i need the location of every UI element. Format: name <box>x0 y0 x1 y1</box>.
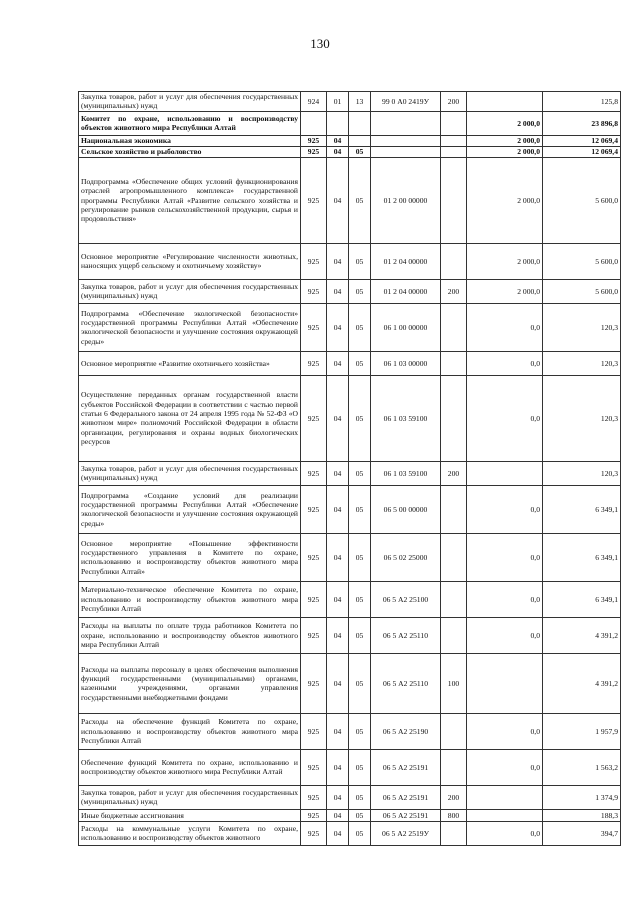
table-cell-sum-2: 120,3 <box>543 351 621 375</box>
table-row <box>79 581 621 617</box>
table-cell-rz: 04 <box>327 351 349 375</box>
table-cell-rz: 04 <box>327 375 349 461</box>
table-cell-ved: 925 <box>301 243 327 279</box>
table-row <box>79 135 621 146</box>
table-cell-pr <box>349 135 371 146</box>
table-cell-vr <box>441 146 467 157</box>
table-cell-vr: 800 <box>441 809 467 821</box>
table-cell-ved <box>301 111 327 135</box>
table-cell-csr: 06 5 А2 25190 <box>371 713 441 749</box>
table-row <box>79 351 621 375</box>
table-cell-ved: 925 <box>301 581 327 617</box>
table-cell-sum-2: 394,7 <box>543 821 621 845</box>
table-row <box>79 243 621 279</box>
table-cell-sum-2: 120,3 <box>543 461 621 485</box>
table-cell-vr <box>441 243 467 279</box>
table-cell-name: Осуществление переданных органам государственной власти субъектов Российской Федерации в соответствии с частью первой статьи 6 Федерального закона от 24 апреля 1995 года № 52-ФЗ «О животном мире» полномочий Российской Федерации в области организации, регулирования и охраны водных биологических ресурсов <box>79 375 301 461</box>
table-cell-pr: 05 <box>349 485 371 533</box>
table-row <box>79 461 621 485</box>
table-cell-csr: 06 5 А2 25110 <box>371 617 441 653</box>
table-cell-csr: 01 2 00 00000 <box>371 157 441 243</box>
table-cell-sum-1 <box>467 809 543 821</box>
table-cell-name: Расходы на выплаты персоналу в целях обеспечения выполнения функций государственными (муниципальными) органами, казенными учреждениями, органами управления государственными внебюджетными фондами <box>79 653 301 713</box>
table-cell-name: Расходы на обеспечение функций Комитета по охране, использованию и воспроизводству объектов животного мира Республики Алтай <box>79 713 301 749</box>
table-cell-csr: 06 1 03 00000 <box>371 351 441 375</box>
table-cell-csr: 06 1 03 59100 <box>371 375 441 461</box>
table-cell-vr <box>441 581 467 617</box>
table-cell-rz: 04 <box>327 821 349 845</box>
table-cell-rz: 04 <box>327 785 349 809</box>
table-cell-sum-2: 12 069,4 <box>543 135 621 146</box>
table-cell-csr: 06 5 А2 25191 <box>371 749 441 785</box>
table-cell-pr: 05 <box>349 533 371 581</box>
table-cell-ved: 925 <box>301 617 327 653</box>
table-cell-rz: 04 <box>327 157 349 243</box>
table-cell-csr: 01 2 04 00000 <box>371 279 441 303</box>
table-cell-csr: 06 5 00 00000 <box>371 485 441 533</box>
table-cell-rz: 04 <box>327 713 349 749</box>
table-cell-sum-2: 6 349,1 <box>543 533 621 581</box>
table-cell-vr <box>441 821 467 845</box>
table-cell-vr <box>441 617 467 653</box>
table-cell-sum-1: 0,0 <box>467 749 543 785</box>
table-row <box>79 279 621 303</box>
table-cell-pr: 05 <box>349 821 371 845</box>
table-cell-csr: 06 5 А2 25191 <box>371 785 441 809</box>
table-row <box>79 303 621 351</box>
table-cell-sum-1: 0,0 <box>467 713 543 749</box>
table-cell-vr: 200 <box>441 461 467 485</box>
table-row <box>79 146 621 157</box>
table-cell-sum-2: 188,3 <box>543 809 621 821</box>
table-cell-ved: 925 <box>301 713 327 749</box>
table-cell-pr: 05 <box>349 375 371 461</box>
table-cell-pr: 05 <box>349 809 371 821</box>
table-cell-pr: 05 <box>349 351 371 375</box>
table-cell-vr <box>441 111 467 135</box>
table-cell-rz: 04 <box>327 146 349 157</box>
table-cell-name: Подпрограмма «Обеспечение экологической безопасности» государственной программы Республики Алтай «Обеспечение экологической безопасности и улучшение состояния окружающей среды» <box>79 303 301 351</box>
table-cell-vr <box>441 135 467 146</box>
table-cell-name: Обеспечение функций Комитета по охране, использованию и воспроизводству объектов животного мира Республики Алтай <box>79 749 301 785</box>
table-cell-pr: 13 <box>349 92 371 112</box>
table-cell-rz: 04 <box>327 749 349 785</box>
table-cell-sum-2: 4 391,2 <box>543 653 621 713</box>
table-cell-vr <box>441 375 467 461</box>
table-cell-sum-2: 120,3 <box>543 303 621 351</box>
table-cell-sum-1: 0,0 <box>467 351 543 375</box>
table-cell-csr: 06 5 А2 25191 <box>371 809 441 821</box>
table-cell-pr: 05 <box>349 157 371 243</box>
table-cell-csr <box>371 135 441 146</box>
table-cell-name: Подпрограмма «Обеспечение общих условий функционирования отраслей агропромышленного комплекса» государственной программы Республики Алтай «Развитие сельского хозяйства и регулирование рынков сельскохозяйственной продукции, сырья и продовольствия» <box>79 157 301 243</box>
table-cell-sum-1 <box>467 785 543 809</box>
table-cell-ved: 925 <box>301 485 327 533</box>
table-row <box>79 617 621 653</box>
table-cell-sum-1: 0,0 <box>467 303 543 351</box>
budget-table <box>78 91 621 846</box>
table-cell-ved: 925 <box>301 809 327 821</box>
table-cell-name: Подпрограмма «Создание условий для реализации государственной программы Республики Алтай «Обеспечение экологической безопасности и улучшение состояния окружающей среды» <box>79 485 301 533</box>
table-cell-rz: 04 <box>327 617 349 653</box>
table-cell-ved: 925 <box>301 375 327 461</box>
table-cell-sum-1 <box>467 92 543 112</box>
table-cell-name: Закупка товаров, работ и услуг для обеспечения государственных (муниципальных) нужд <box>79 279 301 303</box>
table-cell-sum-2: 4 391,2 <box>543 617 621 653</box>
table-cell-vr <box>441 157 467 243</box>
table-cell-pr: 05 <box>349 653 371 713</box>
table-row <box>79 111 621 135</box>
table-cell-csr <box>371 146 441 157</box>
table-cell-vr <box>441 713 467 749</box>
table-cell-vr <box>441 485 467 533</box>
table-cell-pr: 05 <box>349 713 371 749</box>
table-cell-rz: 01 <box>327 92 349 112</box>
table-cell-csr: 01 2 04 00000 <box>371 243 441 279</box>
table-cell-rz: 04 <box>327 533 349 581</box>
table-cell-rz: 04 <box>327 279 349 303</box>
table-cell-sum-1: 0,0 <box>467 485 543 533</box>
table-row <box>79 485 621 533</box>
table-cell-sum-1 <box>467 653 543 713</box>
table-cell-sum-2: 1 957,9 <box>543 713 621 749</box>
table-cell-name: Национальная экономика <box>79 135 301 146</box>
table-cell-name: Закупка товаров, работ и услуг для обеспечения государственных (муниципальных) нужд <box>79 461 301 485</box>
table-row <box>79 92 621 112</box>
table-cell-ved: 924 <box>301 92 327 112</box>
table-cell-sum-1: 0,0 <box>467 617 543 653</box>
table-cell-rz: 04 <box>327 243 349 279</box>
table-cell-csr: 06 1 00 00000 <box>371 303 441 351</box>
table-cell-name: Сельское хозяйство и рыболовство <box>79 146 301 157</box>
table-cell-rz: 04 <box>327 581 349 617</box>
table-cell-sum-1: 2 000,0 <box>467 243 543 279</box>
table-row <box>79 157 621 243</box>
table-cell-vr: 200 <box>441 92 467 112</box>
table-cell-rz: 04 <box>327 135 349 146</box>
table-cell-rz <box>327 111 349 135</box>
table-cell-vr: 100 <box>441 653 467 713</box>
table-cell-pr: 05 <box>349 243 371 279</box>
table-cell-sum-1: 2 000,0 <box>467 135 543 146</box>
table-cell-vr: 200 <box>441 279 467 303</box>
table-row <box>79 533 621 581</box>
table-cell-sum-1: 2 000,0 <box>467 279 543 303</box>
table-row <box>79 653 621 713</box>
table-cell-rz: 04 <box>327 809 349 821</box>
table-cell-ved: 925 <box>301 821 327 845</box>
table-cell-csr: 06 1 03 59100 <box>371 461 441 485</box>
table-cell-sum-2: 6 349,1 <box>543 485 621 533</box>
table-cell-vr <box>441 303 467 351</box>
table-cell-rz: 04 <box>327 303 349 351</box>
table-cell-sum-1: 0,0 <box>467 375 543 461</box>
table-cell-sum-2: 120,3 <box>543 375 621 461</box>
table-cell-ved: 925 <box>301 461 327 485</box>
table-cell-rz: 04 <box>327 485 349 533</box>
table-cell-rz: 04 <box>327 653 349 713</box>
table-cell-sum-2: 12 069,4 <box>543 146 621 157</box>
table-cell-sum-2: 5 600,0 <box>543 279 621 303</box>
table-cell-ved: 925 <box>301 146 327 157</box>
table-cell-vr: 200 <box>441 785 467 809</box>
table-cell-sum-2: 125,8 <box>543 92 621 112</box>
table-cell-sum-2: 6 349,1 <box>543 581 621 617</box>
table-cell-sum-1: 0,0 <box>467 533 543 581</box>
table-cell-sum-1: 2 000,0 <box>467 111 543 135</box>
table-cell-pr: 05 <box>349 303 371 351</box>
table-cell-ved: 925 <box>301 533 327 581</box>
table-cell-vr <box>441 749 467 785</box>
table-cell-ved: 925 <box>301 279 327 303</box>
table-cell-sum-2: 1 563,2 <box>543 749 621 785</box>
table-cell-pr: 05 <box>349 146 371 157</box>
table-row <box>79 809 621 821</box>
table-cell-name: Расходы на коммунальные услуги Комитета по охране, использованию и воспроизводству объектов животного <box>79 821 301 845</box>
table-cell-ved: 925 <box>301 351 327 375</box>
table-cell-pr <box>349 111 371 135</box>
table-cell-name: Комитет по охране, использованию и воспроизводству объектов животного мира Республики Алтай <box>79 111 301 135</box>
table-row <box>79 749 621 785</box>
table-cell-csr: 06 5 А2 25100 <box>371 581 441 617</box>
table-cell-name: Основное мероприятие «Развитие охотничьего хозяйства» <box>79 351 301 375</box>
table-cell-name: Закупка товаров, работ и услуг для обеспечения государственных (муниципальных) нужд <box>79 785 301 809</box>
table-row <box>79 785 621 809</box>
table-row <box>79 375 621 461</box>
table-cell-csr: 06 5 02 25000 <box>371 533 441 581</box>
table-cell-ved: 925 <box>301 303 327 351</box>
table-cell-sum-2: 5 600,0 <box>543 243 621 279</box>
table-cell-pr: 05 <box>349 279 371 303</box>
table-cell-sum-1: 2 000,0 <box>467 146 543 157</box>
page-number: 130 <box>310 36 330 51</box>
table-cell-rz: 04 <box>327 461 349 485</box>
table-cell-csr <box>371 111 441 135</box>
table-cell-pr: 05 <box>349 461 371 485</box>
table-cell-sum-1: 0,0 <box>467 581 543 617</box>
table-cell-name: Расходы на выплаты по оплате труда работников Комитета по охране, использованию и воспроизводству объектов животного мира Республики Алтай <box>79 617 301 653</box>
table-cell-ved: 925 <box>301 157 327 243</box>
table-cell-name: Основное мероприятие «Повышение эффективности государственного управления в Комитете по охране, использованию и воспроизводству объектов животного мира Республики Алтай» <box>79 533 301 581</box>
table-cell-sum-1: 0,0 <box>467 821 543 845</box>
table-cell-ved: 925 <box>301 749 327 785</box>
table-cell-pr: 05 <box>349 581 371 617</box>
table-cell-pr: 05 <box>349 617 371 653</box>
table-cell-vr <box>441 533 467 581</box>
table-cell-sum-2: 23 896,8 <box>543 111 621 135</box>
table-cell-sum-2: 1 374,9 <box>543 785 621 809</box>
table-row <box>79 713 621 749</box>
table-row <box>79 821 621 845</box>
table-cell-csr: 06 5 А2 25110 <box>371 653 441 713</box>
table-cell-ved: 925 <box>301 653 327 713</box>
table-cell-csr: 06 5 А2 2519У <box>371 821 441 845</box>
table-cell-name: Основное мероприятие «Регулирование численности животных, наносящих ущерб сельскому и охотничьему хозяйству» <box>79 243 301 279</box>
table-cell-ved: 925 <box>301 785 327 809</box>
table-cell-csr: 99 0 А0 2419У <box>371 92 441 112</box>
table-cell-sum-1: 2 000,0 <box>467 157 543 243</box>
table-cell-sum-1 <box>467 461 543 485</box>
table-cell-name: Материально-техническое обеспечение Комитета по охране, использованию и воспроизводству объектов животного мира Республики Алтай <box>79 581 301 617</box>
table-cell-pr: 05 <box>349 785 371 809</box>
table-cell-sum-2: 5 600,0 <box>543 157 621 243</box>
table-cell-vr <box>441 351 467 375</box>
table-cell-name: Иные бюджетные ассигнования <box>79 809 301 821</box>
table-cell-ved: 925 <box>301 135 327 146</box>
table-cell-pr: 05 <box>349 749 371 785</box>
table-cell-name: Закупка товаров, работ и услуг для обеспечения государственных (муниципальных) нужд <box>79 92 301 112</box>
